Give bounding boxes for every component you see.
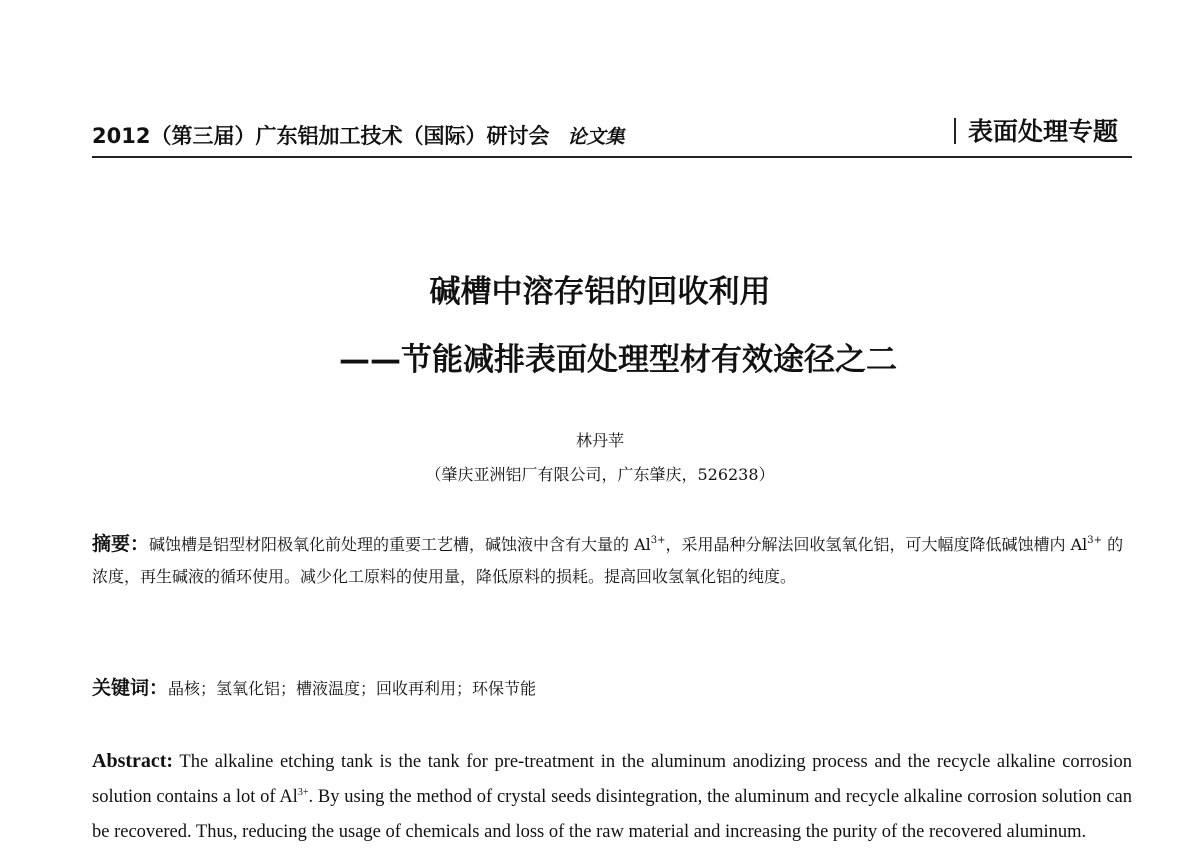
chinese-abstract-label: 摘要：: [92, 533, 150, 555]
superscript-charge: 3+: [650, 535, 666, 546]
header-section-title: [954, 112, 1118, 148]
english-abstract-text-1: The alkaline etching tank is the tank for pre-treatment in the aluminum anodizing process and the recycle alkaline corrosion solution contains a lot of Al: [92, 752, 1132, 807]
english-abstract-label: Abstract:: [92, 750, 174, 772]
paper-title: 碱槽中溶存铝的回收利用: [429, 274, 771, 310]
chinese-abstract: [92, 528, 1132, 593]
header-proceedings-label: 论文集: [567, 126, 625, 148]
header-section-label: 表面处理专题: [967, 117, 1118, 146]
paper-subtitle: ——节能减排表面处理型材有效途径之二: [339, 342, 897, 378]
chinese-abstract-text-3: 的浓度，再生碱液的循环使用。减少化工原料的使用量，降低原料的损耗。提高回收氢氧化铝的纯度。: [92, 535, 1124, 586]
keywords-text: 晶核；氢氧化铝；槽液温度；回收再利用；环保节能: [168, 679, 537, 698]
author-name: 林丹苹: [575, 431, 624, 450]
english-abstract-text-2: . By using the method of crystal seeds disintegration, the aluminum and recycle alkaline corrosion solution can be recovered. Thus, reducing the usage of chemicals and loss of the raw material and increasing the purity of the recovered aluminum.: [92, 787, 1132, 842]
superscript-charge: 3+: [1087, 535, 1103, 546]
header-divider: [954, 118, 956, 144]
author-affiliation: （肇庆亚洲铝厂有限公司，广东肇庆，526238）: [425, 465, 775, 484]
chinese-keywords: [92, 672, 1132, 705]
english-abstract: [92, 744, 1132, 850]
chinese-abstract-text-1: 碱蚀槽是铝型材阳极氧化前处理的重要工艺槽，碱蚀液中含有大量的 Al: [149, 535, 651, 554]
superscript-charge: 3+: [297, 787, 309, 798]
header-conference-title: [92, 120, 624, 150]
header-conference-name: 2012（第三届）广东铝加工技术（国际）研讨会: [92, 124, 550, 148]
chinese-abstract-text-2: ，采用晶种分解法回收氢氧化铝，可大幅度降低碱蚀槽内 Al: [665, 535, 1088, 554]
running-header: [92, 104, 1132, 158]
keywords-label: 关键词：: [92, 677, 169, 699]
